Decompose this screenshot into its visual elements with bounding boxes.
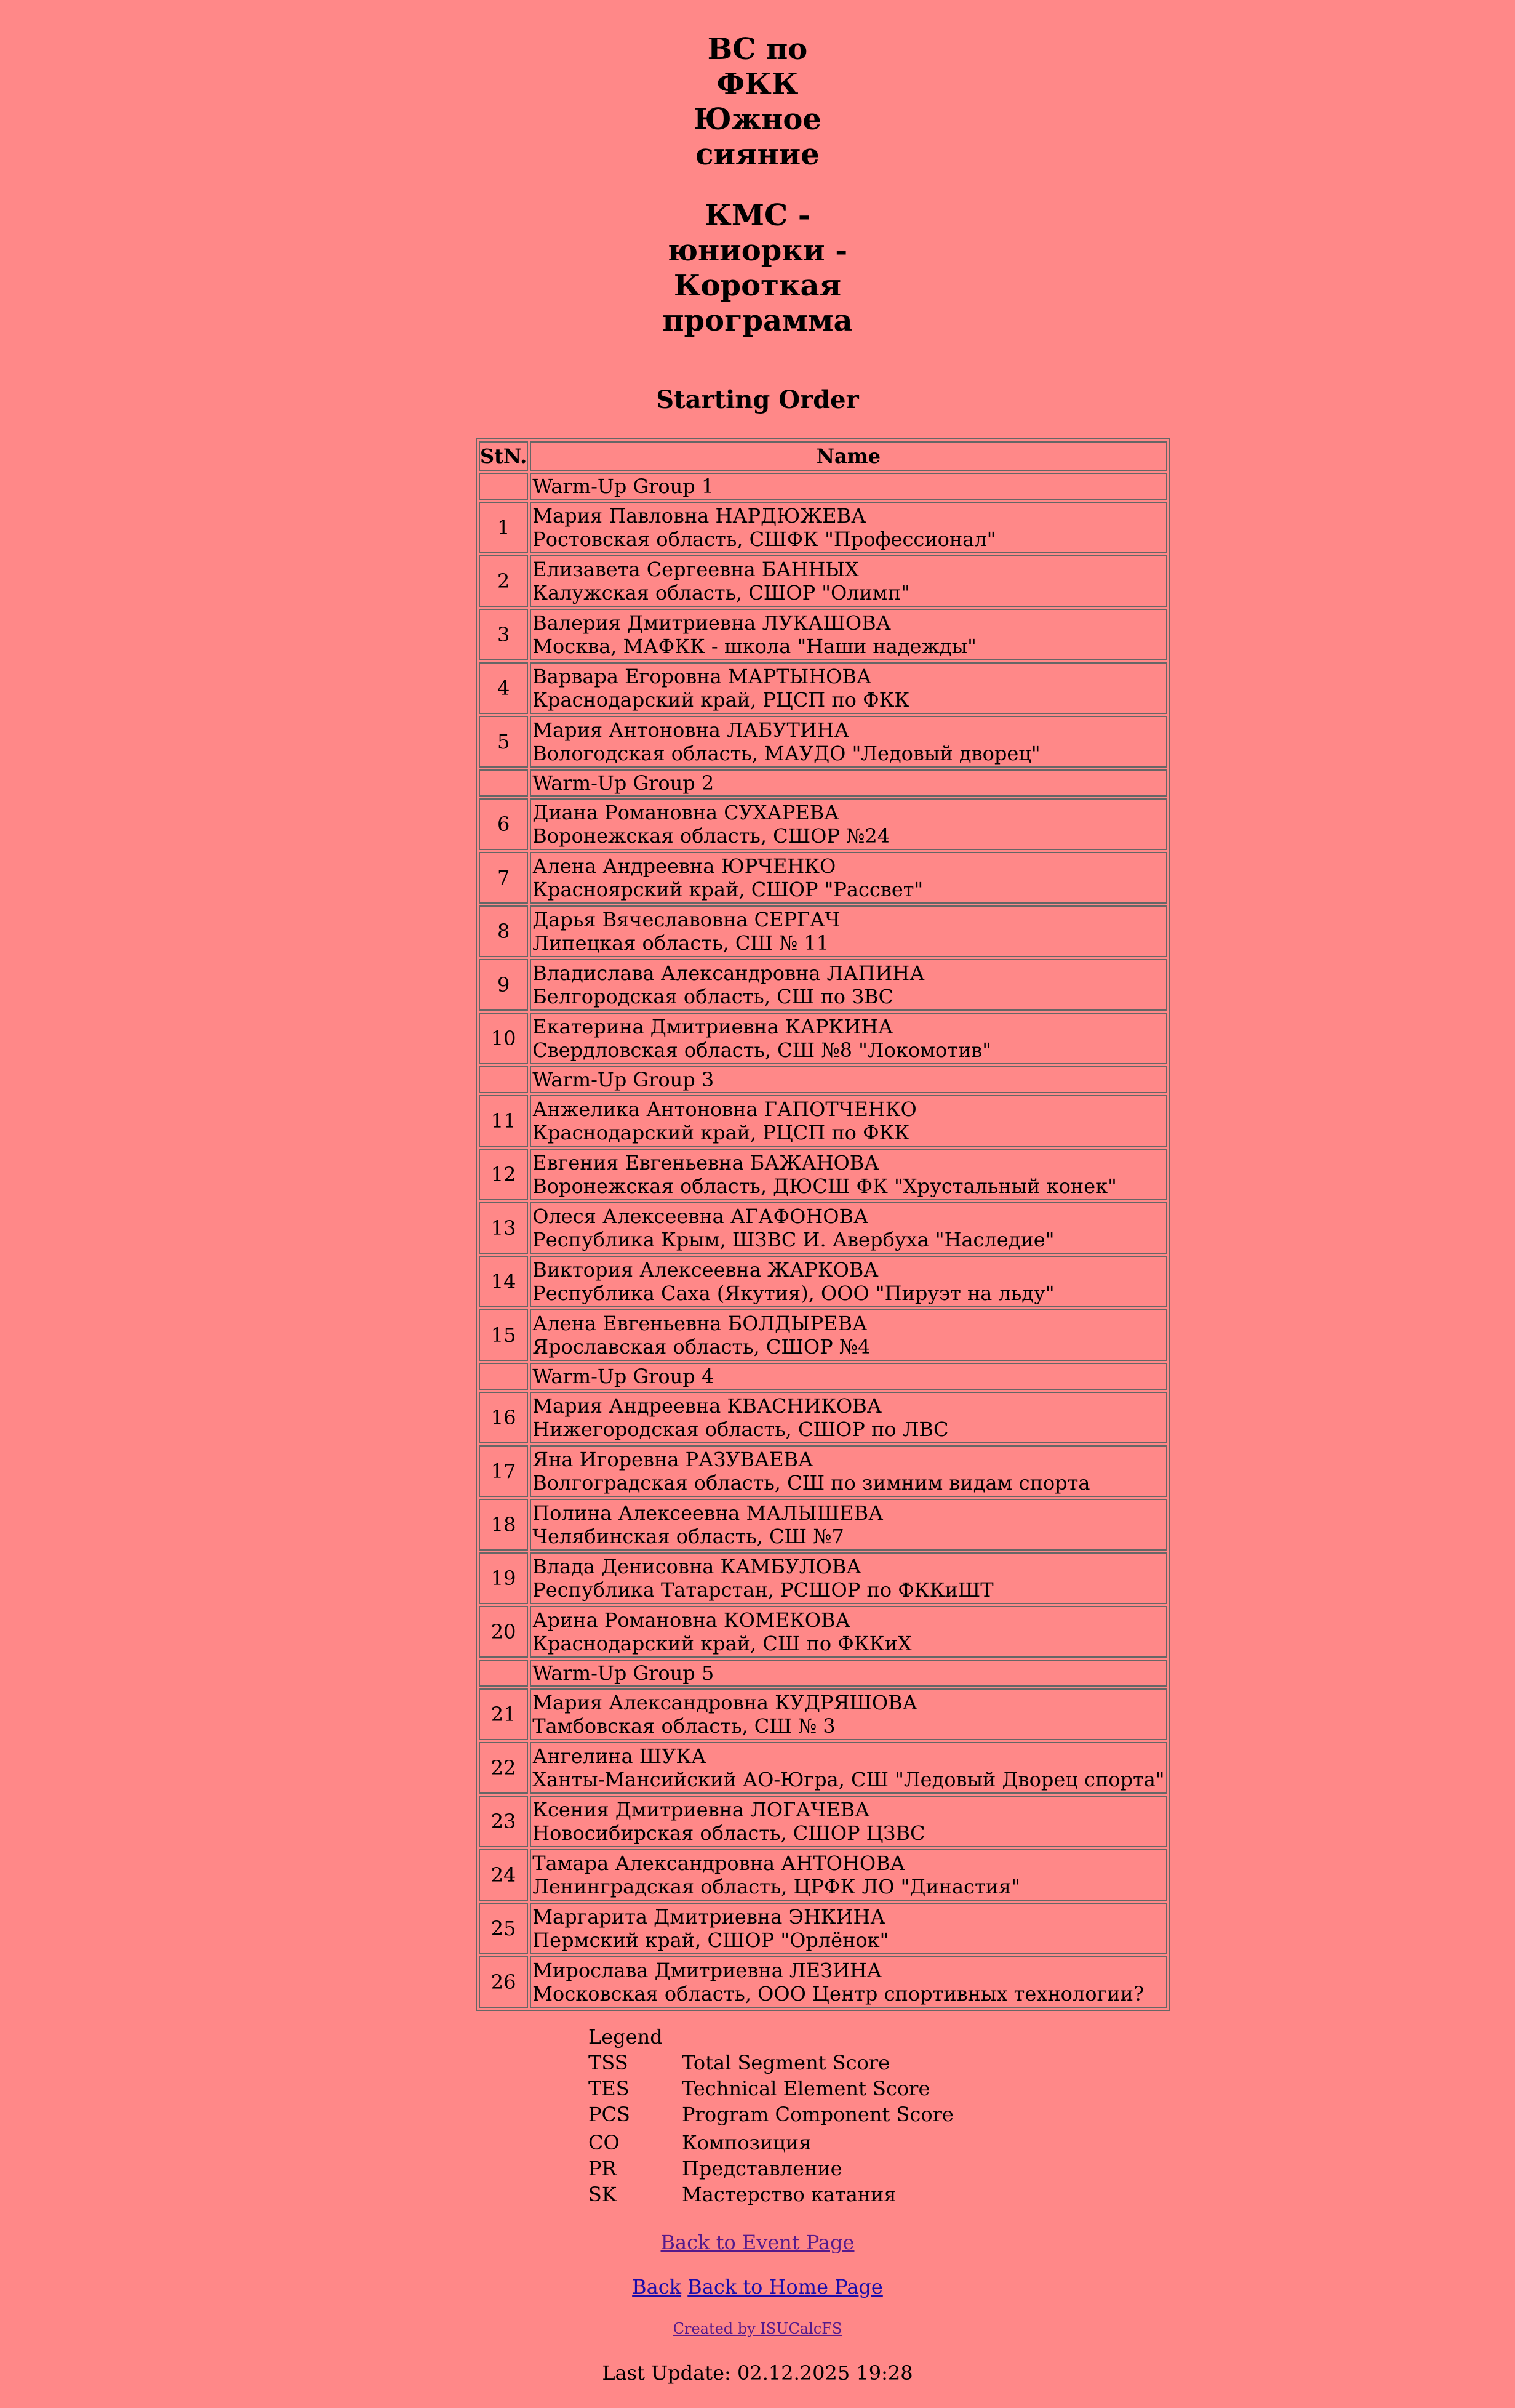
back-links-wrapper: [0, 2274, 1515, 2299]
start-number: 26: [479, 1956, 528, 2008]
skater-club: Белгородская область, СШ по ЗВС: [532, 985, 894, 1008]
skater-name: Мария Александровна КУДРЯШОВА: [532, 1691, 917, 1714]
category-title-line: юниорки -: [667, 233, 848, 268]
warmup-group-label: Warm-Up Group 1: [530, 473, 1167, 500]
start-number: 9: [479, 959, 528, 1011]
legend-row: [588, 2050, 954, 2076]
legend-row: [588, 2181, 954, 2207]
skater-cell: [530, 1903, 1167, 1954]
skater-name: Влада Денисовна КАМБУЛОВА: [532, 1555, 861, 1578]
skater-cell: [530, 609, 1167, 660]
category-title-line: Короткая: [673, 268, 842, 303]
table-row: [479, 1688, 1167, 1740]
table-row: [479, 1796, 1167, 1847]
event-title-line: ФКК: [716, 67, 799, 102]
skater-club: Свердловская область, СШ №8 "Локомотив": [532, 1038, 992, 1062]
skater-club: Московская область, ООО Центр спортивных технологии?: [532, 1982, 1145, 2005]
start-number: 5: [479, 716, 528, 768]
warmup-group-label: Warm-Up Group 3: [530, 1066, 1167, 1093]
table-row: [479, 1445, 1167, 1497]
skater-club: Ростовская область, СШФК "Профессионал": [532, 528, 996, 551]
skater-club: Республика Крым, ШЗВС И. Авербуха "Наследие": [532, 1228, 1055, 1251]
warmup-group-row: [479, 1066, 1167, 1093]
table-row: [479, 1499, 1167, 1551]
skater-cell: [530, 1445, 1167, 1497]
skater-cell: [530, 1149, 1167, 1200]
skater-cell: [530, 959, 1167, 1011]
start-number: 10: [479, 1013, 528, 1064]
warmup-group-label: Warm-Up Group 2: [530, 769, 1167, 797]
start-number: 11: [479, 1095, 528, 1147]
skater-name: Елизавета Сергеевна БАННЫХ: [532, 558, 859, 581]
table-row: [479, 555, 1167, 607]
skater-name: Мария Андреевна КВАСНИКОВА: [532, 1394, 882, 1418]
back-to-home-link[interactable]: Back to Home Page: [687, 2275, 883, 2298]
table-row: [479, 1956, 1167, 2008]
legend-row: [588, 2101, 954, 2127]
stn-cell-empty: [479, 1363, 528, 1390]
stn-cell-empty: [479, 769, 528, 797]
table-row: [479, 609, 1167, 660]
skater-cell: [530, 1256, 1167, 1307]
warmup-group-row: [479, 1363, 1167, 1390]
warmup-group-row: [479, 1660, 1167, 1687]
start-number: 7: [479, 852, 528, 904]
table-row: [479, 1742, 1167, 1794]
stn-cell-empty: [479, 1660, 528, 1687]
skater-name: Мария Павловна НАРДЮЖЕВА: [532, 504, 866, 528]
skater-cell: [530, 716, 1167, 768]
table-row: [479, 1095, 1167, 1147]
skater-cell: [530, 1849, 1167, 1901]
warmup-group-label: Warm-Up Group 4: [530, 1363, 1167, 1390]
start-number: 14: [479, 1256, 528, 1307]
skater-club: Москва, МАФКК - школа "Наши надежды": [532, 635, 977, 658]
table-row: [479, 798, 1167, 850]
start-number: 1: [479, 502, 528, 553]
legend-abbr: TSS: [588, 2051, 628, 2074]
skater-name: Алена Андреевна ЮРЧЕНКО: [532, 854, 836, 878]
skater-name: Диана Романовна СУХАРЕВА: [532, 801, 839, 824]
legend-desc: Композиция: [682, 2131, 812, 2154]
skater-cell: [530, 1742, 1167, 1794]
column-header-stn: StN.: [479, 441, 528, 471]
skater-cell: [530, 1392, 1167, 1443]
skater-club: Ярославская область, СШОР №4: [532, 1335, 871, 1359]
skater-cell: [530, 1606, 1167, 1658]
stn-cell-empty: [479, 1066, 528, 1093]
start-number: 21: [479, 1688, 528, 1740]
table-row: [479, 852, 1167, 904]
table-row: [479, 1392, 1167, 1443]
table-row: [479, 716, 1167, 768]
skater-cell: [530, 1796, 1167, 1847]
table-row: [479, 502, 1167, 553]
skater-name: Мария Антоновна ЛАБУТИНА: [532, 718, 849, 742]
legend-row: [588, 2156, 954, 2181]
legend-abbr: TES: [588, 2077, 630, 2100]
skater-name: Владислава Александровна ЛАПИНА: [532, 961, 925, 985]
start-number: 24: [479, 1849, 528, 1901]
skater-name: Тамара Александровна АНТОНОВА: [532, 1852, 905, 1875]
legend-title: Legend: [588, 2025, 663, 2049]
skater-club: Краснодарский край, РЦСП по ФКК: [532, 1121, 910, 1144]
legend-abbr: CO: [588, 2131, 620, 2154]
last-update: Last Update: 02.12.2025 19:28: [602, 2361, 913, 2385]
legend-desc: Total Segment Score: [682, 2051, 890, 2074]
skater-club: Вологодская область, МАУДО "Ледовый дворец": [532, 742, 1041, 765]
skater-name: Мирослава Дмитриевна ЛЕЗИНА: [532, 1959, 882, 1982]
skater-name: Ксения Дмитриевна ЛОГАЧЕВА: [532, 1798, 870, 1821]
table-row: [479, 905, 1167, 957]
table-row: [479, 1256, 1167, 1307]
back-to-event-link[interactable]: Back to Event Page: [660, 2231, 855, 2254]
table-row: [479, 1309, 1167, 1361]
skater-name: Анжелика Антоновна ГАПОТЧЕНКО: [532, 1098, 917, 1121]
skater-name: Валерия Дмитриевна ЛУКАШОВА: [532, 611, 891, 635]
table-row: [479, 1606, 1167, 1658]
table-header-row: [479, 441, 1167, 471]
start-number: 19: [479, 1552, 528, 1604]
legend-desc: Представление: [682, 2157, 842, 2180]
skater-cell: [530, 905, 1167, 957]
skater-cell: [530, 1688, 1167, 1740]
legend-desc: Мастерство катания: [682, 2183, 897, 2206]
legend-desc: Program Component Score: [682, 2103, 954, 2126]
skater-name: Варвара Егоровна МАРТЫНОВА: [532, 665, 872, 688]
legend-abbr: PCS: [588, 2103, 630, 2126]
skater-cell: [530, 502, 1167, 553]
event-title-line: ВС по: [707, 32, 808, 66]
table-row: [479, 1849, 1167, 1901]
table-row: [479, 1202, 1167, 1254]
skater-club: Челябинская область, СШ №7: [532, 1525, 844, 1548]
skater-club: Воронежская область, СШОР №24: [532, 824, 890, 848]
legend-abbr: SK: [588, 2183, 617, 2206]
skater-cell: [530, 1202, 1167, 1254]
skater-club: Ленинградская область, ЦРФК ЛО "Династия": [532, 1875, 1020, 1898]
warmup-group-row: [479, 769, 1167, 797]
start-number: 2: [479, 555, 528, 607]
skater-cell: [530, 662, 1167, 714]
skater-club: Волгоградская область, СШ по зимним видам спорта: [532, 1471, 1090, 1495]
skater-club: Новосибирская область, СШОР ЦЗВС: [532, 1821, 925, 1845]
legend-abbr: PR: [588, 2157, 617, 2180]
skater-name: Полина Алексеевна МАЛЫШЕВА: [532, 1501, 884, 1525]
table-body: [479, 473, 1167, 2008]
skater-club: Республика Саха (Якутия), ООО "Пируэт на льду": [532, 1282, 1055, 1305]
skater-cell: [530, 1013, 1167, 1064]
category-title-line: КМС -: [705, 198, 810, 233]
legend: [588, 2024, 954, 2207]
skater-club: Краснодарский край, РЦСП по ФКК: [532, 688, 910, 712]
skater-name: Евгения Евгеньевна БАЖАНОВА: [532, 1151, 879, 1174]
start-number: 12: [479, 1149, 528, 1200]
skater-club: Липецкая область, СШ № 11: [532, 931, 829, 955]
skater-club: Калужская область, СШОР "Олимп": [532, 581, 910, 604]
created-by-link[interactable]: Created by ISUCalcFS: [673, 2320, 842, 2337]
warmup-group-row: [479, 473, 1167, 500]
table-row: [479, 1149, 1167, 1200]
skater-name: Виктория Алексеевна ЖАРКОВА: [532, 1258, 879, 1282]
table-row: [479, 1903, 1167, 1954]
event-title-line: Южное: [694, 102, 821, 137]
starting-order-heading: Starting Order: [656, 385, 859, 414]
legend-row: [588, 2076, 954, 2101]
start-number: 8: [479, 905, 528, 957]
category-title-line: программа: [662, 303, 853, 338]
skater-cell: [530, 798, 1167, 850]
stn-cell-empty: [479, 473, 528, 500]
event-title-line: сияние: [695, 137, 820, 172]
skater-name: Екатерина Дмитриевна КАРКИНА: [532, 1015, 893, 1038]
start-number: 3: [479, 609, 528, 660]
table-row: [479, 1013, 1167, 1064]
start-number: 22: [479, 1742, 528, 1794]
start-number: 17: [479, 1445, 528, 1497]
skater-club: Краснодарский край, СШ по ФККиХ: [532, 1632, 912, 1655]
skater-club: Тамбовская область, СШ № 3: [532, 1714, 836, 1738]
start-number: 6: [479, 798, 528, 850]
starting-order-table: [476, 438, 1170, 2011]
start-number: 18: [479, 1499, 528, 1551]
skater-cell: [530, 1309, 1167, 1361]
skater-name: Арина Романовна КОМЕКОВА: [532, 1608, 850, 1632]
skater-club: Республика Татарстан, РСШОР по ФККиШТ: [532, 1578, 994, 1602]
skater-name: Ангелина ШУКА: [532, 1744, 706, 1768]
created-by-wrapper: [0, 2319, 1515, 2338]
warmup-group-label: Warm-Up Group 5: [530, 1660, 1167, 1687]
table-row: [479, 662, 1167, 714]
skater-name: Маргарита Дмитриевна ЭНКИНА: [532, 1905, 885, 1928]
start-number: 15: [479, 1309, 528, 1361]
start-number: 20: [479, 1606, 528, 1658]
skater-name: Олеся Алексеевна АГАФОНОВА: [532, 1205, 869, 1228]
skater-cell: [530, 1499, 1167, 1551]
event-title: [0, 32, 1515, 172]
start-number: 13: [479, 1202, 528, 1254]
start-number: 4: [479, 662, 528, 714]
table-row: [479, 1552, 1167, 1604]
skater-cell: [530, 1095, 1167, 1147]
table-row: [479, 959, 1167, 1011]
legend-row: [588, 2130, 954, 2156]
back-link[interactable]: Back: [632, 2275, 682, 2298]
skater-cell: [530, 555, 1167, 607]
start-number: 16: [479, 1392, 528, 1443]
skater-name: Алена Евгеньевна БОЛДЫРЕВА: [532, 1312, 868, 1335]
skater-club: Красноярский край, СШОР "Рассвет": [532, 878, 924, 901]
back-event-wrapper: [0, 2230, 1515, 2255]
column-header-name: Name: [530, 441, 1167, 471]
start-number: 23: [479, 1796, 528, 1847]
skater-club: Пермский край, СШОР "Орлёнок": [532, 1928, 889, 1952]
skater-cell: [530, 1552, 1167, 1604]
skater-club: Ханты-Мансийский АО-Югра, СШ "Ледовый Дворец спорта": [532, 1768, 1165, 1791]
legend-desc: Technical Element Score: [682, 2077, 930, 2100]
skater-cell: [530, 852, 1167, 904]
start-number: 25: [479, 1903, 528, 1954]
skater-club: Воронежская область, ДЮСШ ФК "Хрустальный конек": [532, 1174, 1117, 1198]
skater-name: Яна Игоревна РАЗУВАЕВА: [532, 1448, 813, 1471]
skater-name: Дарья Вячеславовна СЕРГАЧ: [532, 908, 841, 931]
skater-club: Нижегородская область, СШОР по ЛВС: [532, 1418, 949, 1441]
category-title: [0, 198, 1515, 339]
skater-cell: [530, 1956, 1167, 2008]
